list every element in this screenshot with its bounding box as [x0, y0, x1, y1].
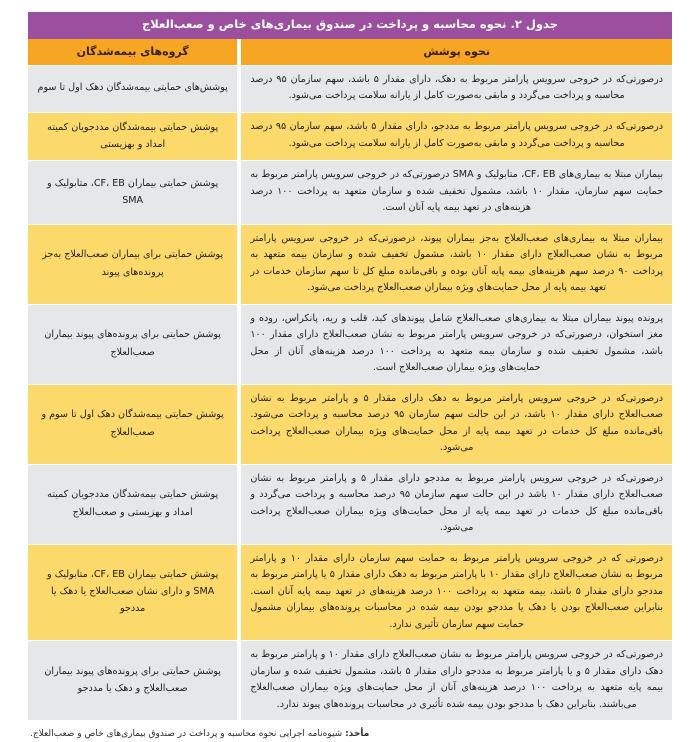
table-row — [28, 385, 672, 465]
cell-coverage: پرونده پیوند بیماران مبتلا به بیماری‌های صعب‌العلاج شامل پیوندهای کبد، قلب و ریه، پانکراس، روده و مغز استخوان، درصورتی‌که در خروجی سرویس پارامتر مربوط به نشان صعب‌العلاج دارای مقدار ۱۰۰ باشد، مشمول تخفیف شده و سازمان بیمه متعهد به پرداخت ۱۰۰ درصد هزینه‌های آنان از محل حمایت‌های ویژه بیماران صعب‌العلاج است. — [237, 305, 672, 385]
table-row — [28, 113, 672, 162]
header-row — [28, 39, 672, 66]
cell-coverage: درصورتی‌که در خروجی سرویس پارامتر مربوط به نشان صعب‌العلاج دارای مقدار ۱۰ و پارامتر مربوط به دهک دارای مقدار ۵ و یا پارامتر مربوط به مددجو دارای مقدار ۵ باشد، مشمول تخفیف شده و سازمان بیمه پایه متعهد به پرداخت ۱۰۰ درصد هزینه‌های آنان از محل حمایت‌های ویژه بیماران صعب‌العلاج می‌باشند. بنابراین دهک با مددجو بودن بیمه شده تأثیری در محاسبات پرونده‌های پیوند ندارد. — [237, 641, 672, 721]
table-row — [28, 465, 672, 545]
cell-coverage: درصورتی‌که در خروجی سرویس پارامتر مربوط به مددجو، دارای مقدار ۵ باشد، سهم سازمان ۹۵ درصد محاسبه و پرداخت می‌گردد و مابقی به‌صورت کامل از یارانه سلامت پرداخت می‌شود. — [237, 113, 672, 162]
table-row — [28, 545, 672, 642]
table-row — [28, 641, 672, 721]
table-body — [28, 66, 672, 722]
coverage-table — [28, 39, 672, 722]
cell-group: پوشش حمایتی بیمه‌شدگان مددجویان کمیته امداد و بهزیستی و صعب‌العلاج — [28, 465, 237, 545]
column-header-coverage: نحوه پوشش — [237, 39, 672, 66]
table-row — [28, 66, 672, 113]
cell-coverage: درصورتی‌که در خروجی سرویس پارامتر مربوط به دهک دارای مقدار ۵ و پارامتر مربوط به نشان صعب‌العلاج دارای مقدار ۱۰ باشد، در این حالت سهم سازمان ۹۵ درصد محاسبه و پرداخت می‌شود. باقی‌مانده مبلغ کل خدمات در تعهد بیمه پایه از محل حمایت‌های ویژه بیماران صعب‌العلاج پرداخت می‌شود. — [237, 385, 672, 465]
source-note — [28, 728, 672, 742]
cell-group: پوشش حمایتی بیمه‌شدگان مددجویان کمیته امداد و بهزیستی — [28, 113, 237, 162]
table-head — [28, 39, 672, 66]
table-row — [28, 161, 672, 225]
cell-group: پوشش حمایتی برای پرونده‌های پیوند بیماران صعب‌العلاج — [28, 305, 237, 385]
table-title: جدول ۲. نحوه محاسبه و پرداخت در صندوق بیماری‌های خاص و صعب‌العلاج — [28, 12, 672, 39]
cell-coverage: درصورتی‌که در خروجی سرویس پارامتر مربوط به دهک، دارای مقدار ۵ باشد، سهم سازمان ۹۵ درصد محاسبه و پرداخت می‌گردد و مابقی به‌صورت کامل از یارانه سلامت پرداخت می‌شود. — [237, 66, 672, 113]
cell-group: پوشش حمایتی برای پرونده‌های پیوند بیماران صعب‌العلاج و دهک یا مددجو — [28, 641, 237, 721]
cell-coverage: درصورتی که در خروجی سرویس پارامتر مربوط به حمایت سهم سازمان دارای مقدار ۱۰ و پارامتر مربوط به نشان صعب‌العلاج دارای مقدار ۱۰ با پارامتر مربوط به دهک دارای مقدار ۵ یا پارامتر مربوط به مددجو دارای مقدار ۵ باشد، بیمه متعهد به پرداخت ۱۰۰ درصد هزینه‌های در تعهد بیمه پایه آنان است. بنابراین صعب‌العلاج بودن یا دهک یا مددجو بودن بیمه شده در محاسبات پرونده‌های بیماران مشمول حمایت سهم سازمان تأثیری ندارد. — [237, 545, 672, 642]
source-text: شیوه‌نامه اجرایی نحوه محاسبه و پرداخت در صندوق بیماری‌های خاص و صعب‌العلاج. — [30, 729, 346, 740]
cell-coverage: درصورتی‌که در خروجی سرویس پارامتر مربوط به مددجو دارای مقدار ۵ و پارامتر مربوط به نشان صعب‌العلاج دارای مقدار ۱۰ باشد در این حالت سهم سازمان ۹۵ درصد محاسبه و پرداخت می‌گردد و باقی‌مانده مبلغ کل خدمات در تعهد بیمه پایه از محل حمایت‌های ویژه بیماران صعب‌العلاج پرداخت می‌شود. — [237, 465, 672, 545]
cell-coverage: بیماران مبتلا به بیماری‌های صعب‌العلاج به‌جز بیماران پیوند، درصورتی‌که در خروجی سرویس پارامتر مربوط به نشان صعب‌العلاج دارای مقدار ۱۰ باشد، مشمول تخفیف شده و سازمان بیمه متعهد به پرداخت ۹۰ درصد سهم هزینه‌های بیمه پایه آنان بوده و باقی‌مانده مبلغ کل تا سهم سازمان خدمات در تعهد بیمه پایه از محل حمایت‌های ویژه بیماران صعب‌العلاج پرداخت می‌شود. — [237, 225, 672, 305]
column-header-group: گروه‌های بیمه‌شدگان — [28, 39, 237, 66]
cell-group: پوشش حمایتی بیماران CF، EB، متابولیک و SMA — [28, 161, 237, 225]
cell-coverage: بیماران مبتلا به بیماری‌های CF، EB، متابولیک و SMA درصورتی‌که در خروجی سرویس پارامتر مربوط به حمایت سهم سازمان، مقدار ۱۰ باشد، مشمول تخفیف شده و سازمان متعهد به پرداخت ۱۰۰ درصد هزینه‌های در تعهد بیمه پایه آنان است. — [237, 161, 672, 225]
table-page — [0, 12, 700, 740]
source-label: مأخذ: — [345, 729, 370, 740]
table-row — [28, 305, 672, 385]
cell-group: پوشش‌های حمایتی بیمه‌شدگان دهک اول تا سوم — [28, 66, 237, 113]
cell-group: پوشش حمایتی بیمه‌شدگان دهک اول تا سوم و صعب‌العلاج — [28, 385, 237, 465]
cell-group: پوشش حمایتی بیماران CF، EB، متابولیک و SMA و دارای نشان صعب‌العلاج یا دهک یا مددجو — [28, 545, 237, 642]
cell-group: پوشش حمایتی برای بیماران صعب‌العلاج به‌جز پرونده‌های پیوند — [28, 225, 237, 305]
table-row — [28, 225, 672, 305]
